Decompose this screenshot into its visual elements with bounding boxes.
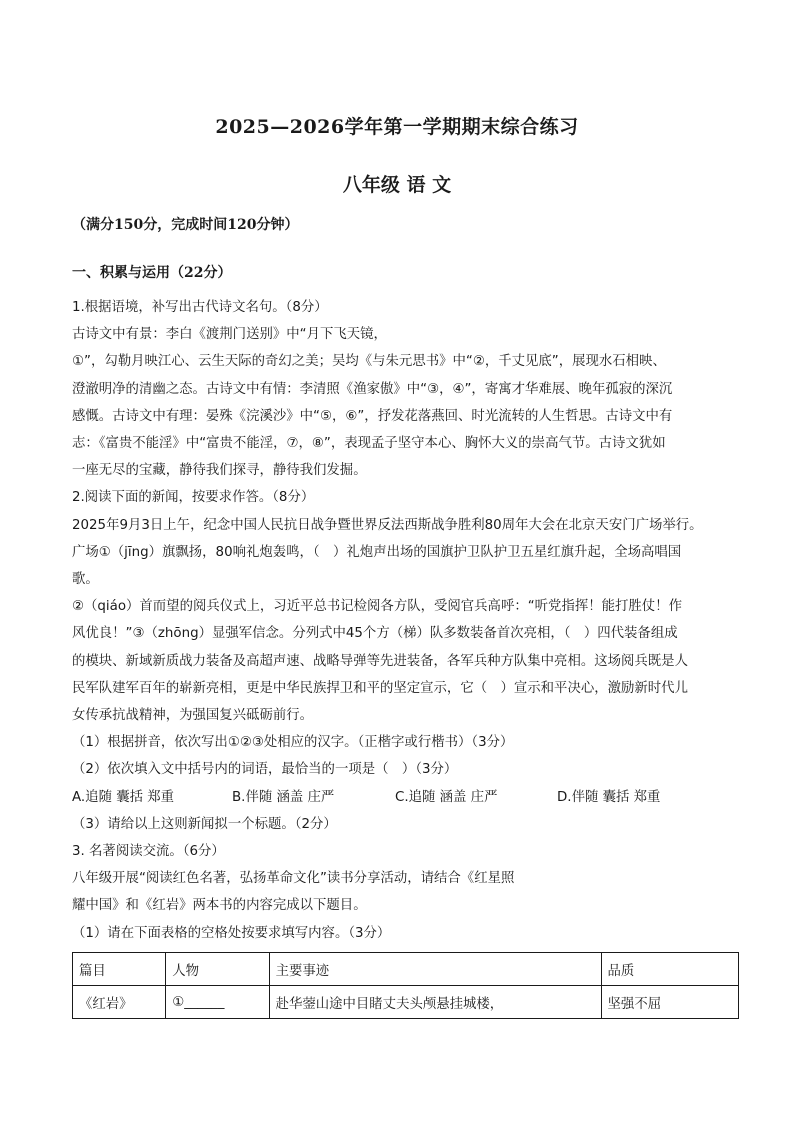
section-heading: 一、积累与运用（22分）: [72, 265, 232, 281]
page-title: 2025—2026学年第一学期期末综合练习: [215, 116, 579, 138]
option-a: A.追随 囊括 郑重: [72, 789, 175, 805]
text-line: 3. 名著阅读交流。（6分）: [72, 844, 225, 860]
table-header-cell: 篇目: [73, 953, 166, 986]
option-d: D.伴随 囊括 郑重: [557, 789, 661, 805]
page-subtitle: 八年级 语 文: [342, 174, 452, 196]
question-body: [72, 294, 732, 947]
table-header-cell: 主要事迹: [269, 953, 601, 986]
text-line: （1）请在下面表格的空格处按要求填写内容。（3分）: [72, 925, 391, 941]
table-header-cell: 人物: [166, 953, 269, 986]
text-line: 2.阅读下面的新闻，按要求作答。（8分）: [72, 490, 315, 506]
option-b: B.伴随 涵盖 庄严: [232, 789, 335, 805]
text-line: 风优良！”③（zhōng）显强军信念。分列式中45个方（梯）队多数装备首次亮相，（ ）四代装备组成: [72, 626, 678, 642]
table-cell: 赴华蓥山途中目睹丈夫头颅悬挂城楼，: [269, 986, 601, 1019]
table-header-row: [73, 953, 739, 986]
text-line: 女传承抗战精神，为强国复兴砥砺前行。: [72, 708, 314, 724]
text-line: 古诗文中有景：李白《渡荆门送别》中“月下飞天镜，: [72, 327, 387, 343]
text-line: （2）依次填入文中括号内的词语，最恰当的一项是（ ）（3分）: [72, 762, 458, 778]
book-table: [72, 952, 739, 1019]
text-line: ②（qiáo）首而望的阅兵仪式上，习近平总书记检阅各方队，受阅官兵高呼：“听党指挥！能打胜仗！作: [72, 599, 682, 615]
text-line: 的模块、新域新质战力装备及高超声速、战略导弹等先进装备，各军兵种方队集中亮相。这场阅兵既是人: [72, 653, 688, 669]
table-header-cell: 品质: [601, 953, 738, 986]
table-cell: 《红岩》: [73, 986, 166, 1019]
answer-options: [72, 784, 732, 811]
score-note: （满分150分，完成时间120分钟）: [72, 217, 299, 233]
option-c: C.追随 涵盖 庄严: [395, 789, 498, 805]
text-line: 1.根据语境，补写出古代诗文名句。（8分）: [72, 300, 328, 315]
table-row: [73, 986, 739, 1019]
text-line: ①”，勾勒月映江心、云生天际的奇幻之美；吴均《与朱元思书》中“②，千丈见底”，展现水石相映、: [72, 354, 666, 370]
text-line: 2025年9月3日上午，纪念中国人民抗日战争暨世界反法西斯战争胜利80周年大会在北京天安门广场举行。: [72, 517, 703, 533]
text-line: 感慨。古诗文中有理：晏殊《浣溪沙》中“⑤，⑥”，抒发花落燕回、时光流转的人生哲思。古诗文中有: [72, 408, 673, 424]
text-line: 耀中国》和《红岩》两本书的内容完成以下题目。: [72, 898, 367, 914]
table-cell: 坚强不屈: [601, 986, 738, 1019]
text-line: （1）根据拼音，依次写出①②③处相应的汉字。（正楷字或行楷书）（3分）: [72, 735, 514, 751]
text-line: 志：《富贵不能淫》中“富贵不能淫，⑦，⑧”，表现孟子坚守本心、胸怀大义的崇高气节。古诗文犹如: [72, 436, 666, 452]
text-line: 一座无尽的宝藏，静待我们探寻，静待我们发掘。: [72, 463, 367, 479]
text-line: 广场①（jīng）旗飘扬，80响礼炮轰鸣，（ ）礼炮声出场的国旗护卫队护卫五星红旗升起，全场高唱国: [72, 544, 682, 560]
text-line: 民军队建军百年的崭新亮相，更是中华民族捍卫和平的坚定宣示，它（ ）宣示和平决心，激励新时代儿: [72, 680, 688, 696]
text-line: 澄澈明净的清幽之态。古诗文中有情：李清照《渔家傲》中“③，④”，寄寓才华难展、晚年孤寂的深沉: [72, 381, 673, 397]
text-line: 八年级开展“阅读红色名著，弘扬革命文化”读书分享活动，请结合《红星照: [72, 871, 515, 887]
table-cell: ①______: [166, 986, 269, 1019]
text-line: （3）请给以上这则新闻拟一个标题。（2分）: [72, 816, 337, 832]
text-line: 歌。: [72, 572, 99, 588]
